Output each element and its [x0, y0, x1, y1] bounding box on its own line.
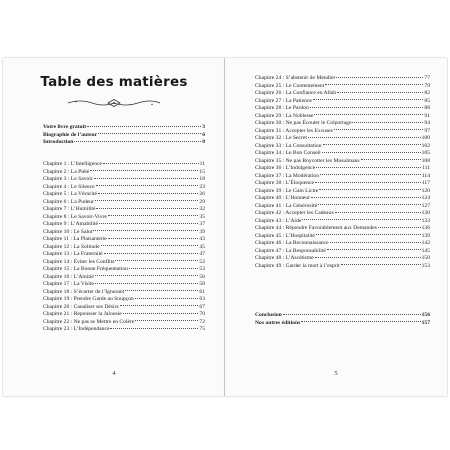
toc-entry-page: 26	[199, 191, 205, 197]
toc-entry-title: Chapitre 16 : L’Amitié	[43, 273, 94, 280]
toc-entry-page: 75	[199, 326, 205, 332]
toc-entry-page: 47	[199, 251, 205, 257]
toc-entry-title: Chapitre 46 : La Reconnaissance	[255, 240, 329, 246]
dot-leader	[325, 84, 423, 85]
toc-entry-title: Chapitre 39 : Le Gain Licite	[255, 187, 319, 194]
toc-entry-page: 100	[421, 135, 430, 141]
toc-entry	[43, 311, 205, 319]
toc-entry-page: 120	[421, 187, 430, 194]
dot-leader	[336, 77, 423, 78]
toc-entry-title: Chapitre 30 : Ne pas Écouter le Colportage	[255, 120, 352, 126]
toc-entry-page: 111	[422, 165, 430, 171]
dot-leader	[115, 260, 198, 261]
toc-entry-title: Chapitre 48 : L’Ascétisme	[255, 255, 314, 261]
dot-leader	[378, 227, 421, 228]
dot-leader	[94, 178, 199, 179]
toc-entry-title: Chapitre 25 : Le Contentement	[255, 82, 325, 89]
toc-entry	[255, 150, 430, 158]
dot-leader	[95, 283, 199, 284]
toc-entry-title: Chapitre 42 : Accepter les Cadeaux	[255, 210, 335, 216]
dot-leader	[110, 328, 198, 329]
toc-entry-title: Chapitre 23 : L’Indépendance	[43, 326, 110, 332]
toc-entry-page: 63	[199, 296, 205, 302]
toc-entry-title: Chapitre 7 : L’Humilité	[43, 206, 96, 212]
right-page	[225, 58, 447, 396]
toc-entry-page: 35	[199, 213, 205, 220]
toc-entry	[255, 312, 430, 320]
toc-entry-title: Conclusion	[255, 312, 282, 318]
dot-leader	[352, 122, 423, 123]
toc-entry-title: Chapitre 11 : La Plaisanterie	[43, 236, 107, 242]
toc-entry-title: Chapitre 4 : Le Silence	[43, 183, 95, 190]
toc-entry-page: 114	[421, 172, 430, 179]
toc-chapters-right	[255, 75, 430, 270]
toc-entry-title: Chapitre 45 : L’Hospitalité	[255, 232, 315, 239]
toc-entry-title: Chapitre 13 : La Fraternité	[43, 251, 103, 257]
toc-entry-page: 79	[424, 82, 430, 89]
toc-entry	[255, 218, 430, 226]
toc-entry-page: 105	[421, 150, 430, 156]
dot-leader	[311, 197, 421, 198]
dot-leader	[302, 219, 420, 220]
toc-entry	[255, 173, 430, 181]
dot-leader	[335, 212, 421, 213]
toc-entry-title: Chapitre 18 : S’écarter de l’Ignorant	[43, 288, 125, 295]
toc-entry-page: 145	[421, 247, 430, 254]
toc-entry	[255, 255, 430, 263]
toc-entry	[43, 191, 205, 199]
toc-entry	[255, 128, 430, 136]
toc-entry	[43, 169, 205, 177]
dot-leader	[135, 298, 199, 299]
left-page	[3, 58, 225, 396]
decorative-flourish-icon	[66, 98, 162, 108]
toc-entry-page: 56	[199, 273, 205, 280]
toc-entry	[43, 206, 205, 214]
toc-entry-page: 102	[421, 142, 430, 149]
dot-leader	[313, 99, 424, 100]
toc-entry	[255, 165, 430, 173]
dot-leader	[315, 257, 421, 258]
dot-leader	[283, 314, 421, 315]
dot-leader	[319, 189, 420, 190]
dot-leader	[129, 268, 198, 269]
toc-entry-title: Chapitre 5 : La Véracité	[43, 191, 97, 197]
toc-entry-title: Chapitre 27 : La Patience	[255, 97, 312, 104]
toc-entry	[255, 263, 430, 271]
toc-entry	[255, 240, 430, 248]
toc-entry-page: 43	[199, 236, 205, 242]
toc-entry-page: 32	[199, 206, 205, 212]
toc-entry-page: 15	[199, 168, 205, 175]
toc-entry	[255, 75, 430, 83]
dot-leader	[98, 133, 201, 134]
toc-entry	[43, 251, 205, 259]
toc-entry-title: Introduction	[43, 139, 74, 145]
toc-entry-title: Votre livre gratuit	[43, 124, 87, 130]
dot-leader	[103, 163, 199, 164]
toc-entry	[255, 180, 430, 188]
toc-entry	[43, 296, 205, 304]
toc-entry	[43, 161, 205, 169]
toc-entry-title: Chapitre 15 : La Bonne Fréquentation	[43, 266, 128, 272]
toc-entry-title: Chapitre 38 : L’Éloquence	[255, 180, 314, 186]
toc-back-matter	[255, 312, 430, 327]
toc-entry-page: 77	[424, 75, 430, 81]
toc-entry	[43, 281, 205, 289]
toc-entry-title: Chapitre 17 : La Visite	[43, 281, 94, 287]
toc-entry-title: Chapitre 41 : La Générosité	[255, 202, 318, 209]
toc-entry	[255, 120, 430, 128]
toc-entry-page: 70	[199, 311, 205, 317]
toc-entry-page: 72	[199, 318, 205, 325]
toc-entry-page: 124	[421, 195, 430, 201]
toc-entry-title: Chapitre 36 : L’Indulgence	[255, 165, 316, 171]
toc-entry-page: 108	[421, 157, 430, 164]
toc-entry-page: 88	[424, 105, 430, 111]
toc-entry-title: Chapitre 35 : Ne pas Boycotter les Musulmans	[255, 157, 360, 164]
toc-entry-title: Chapitre 21 : Repousser la Jalousie	[43, 311, 122, 317]
toc-entry-title: Chapitre 6 : La Pudeur	[43, 198, 94, 205]
dot-leader	[314, 114, 423, 115]
dot-leader	[323, 144, 421, 145]
toc-entry	[43, 304, 205, 312]
toc-entry-title: Chapitre 47 : La Responsabilité	[255, 247, 326, 254]
toc-entry-page: 157	[421, 319, 430, 326]
toc-entry-page: 130	[421, 210, 430, 216]
toc-chapters-left	[43, 161, 205, 334]
toc-entry	[43, 319, 205, 327]
toc-entry-title: Chapitre 28 : Le Pardon	[255, 105, 309, 111]
dot-leader	[101, 245, 199, 246]
dot-leader	[327, 249, 421, 250]
toc-entry	[43, 176, 205, 184]
toc-entry	[43, 139, 205, 147]
dot-leader	[99, 223, 198, 224]
toc-entry	[255, 98, 430, 106]
toc-entry-title: Chapitre 1 : L’Intelligence	[43, 161, 102, 167]
dot-leader	[361, 159, 421, 160]
toc-entry-title: Chapitre 49 : Garder la mort à l’esprit	[255, 262, 340, 269]
toc-entry-page: 18	[199, 176, 205, 182]
toc-entry-page: 150	[421, 255, 430, 261]
toc-entry-page: 153	[421, 262, 430, 269]
toc-entry-page: 67	[199, 303, 205, 310]
toc-entry	[255, 83, 430, 91]
toc-entry	[43, 132, 205, 140]
toc-entry-page: 39	[199, 228, 205, 235]
toc-entry-page: 94	[424, 120, 430, 126]
dot-leader	[108, 238, 199, 239]
dot-leader	[96, 208, 198, 209]
toc-entry-page: 53	[199, 266, 205, 272]
toc-entry-title: Chapitre 14 : Éviter les Conflits	[43, 258, 115, 265]
toc-entry	[255, 135, 430, 143]
toc-entry-title: Chapitre 9 : L’Amabilité	[43, 221, 98, 227]
toc-entry-title: Chapitre 32 : Le Secret	[255, 135, 307, 141]
dot-leader	[334, 129, 424, 130]
dot-leader	[330, 242, 421, 243]
toc-entry-title: Chapitre 22 : Ne pas se Mettre en Colère	[43, 318, 135, 325]
toc-entry-title: Chapitre 3 : Le Savoir	[43, 176, 93, 182]
toc-entry-page: 37	[199, 221, 205, 227]
toc-entry-title: Chapitre 12 : La Solitude	[43, 243, 100, 250]
toc-entry-title: Chapitre 8 : Le Savoir-Vivre	[43, 213, 107, 220]
toc-entry	[255, 143, 430, 151]
dot-leader	[123, 313, 199, 314]
toc-entry	[255, 320, 430, 328]
dot-leader	[90, 170, 198, 171]
toc-entry	[43, 244, 205, 252]
dot-leader	[120, 305, 199, 306]
toc-entry-title: Chapitre 34 : Le Bon Conseil	[255, 150, 321, 156]
page-number: 5	[334, 370, 338, 377]
dot-leader	[318, 204, 420, 205]
toc-entry-title: Chapitre 43 : L’Aide	[255, 217, 302, 224]
toc-entry-page: 45	[199, 243, 205, 250]
toc-entry-page: 142	[421, 240, 430, 246]
toc-entry	[43, 266, 205, 274]
toc-entry-page: 139	[421, 232, 430, 239]
toc-entry-page: 136	[421, 225, 430, 231]
toc-entry	[43, 221, 205, 229]
toc-entry-page: 11	[199, 161, 205, 167]
dot-leader	[308, 137, 421, 138]
dot-leader	[96, 185, 199, 186]
toc-entry	[255, 113, 430, 121]
dot-leader	[74, 141, 201, 142]
dot-leader	[95, 200, 198, 201]
dot-leader	[320, 174, 421, 175]
toc-entry-page: 3	[202, 124, 205, 130]
toc-entry-title: Chapitre 29 : La Noblesse	[255, 112, 314, 119]
toc-entry-page: 61	[199, 288, 205, 295]
toc-entry	[43, 184, 205, 192]
dot-leader	[316, 234, 421, 235]
toc-entry-page: 23	[199, 183, 205, 190]
dot-leader	[104, 253, 199, 254]
toc-entry	[43, 124, 205, 132]
toc-entry-page: 52	[199, 258, 205, 265]
toc-entry-page: 85	[424, 97, 430, 104]
dot-leader	[341, 264, 421, 265]
dot-leader	[315, 182, 421, 183]
toc-entry	[255, 233, 430, 241]
toc-entry-title: Chapitre 2 : La Piété	[43, 168, 90, 175]
toc-entry-page: 97	[424, 127, 430, 134]
toc-entry-page: 91	[424, 112, 430, 119]
toc-entry	[43, 289, 205, 297]
dot-leader	[316, 167, 421, 168]
toc-entry-title: Chapitre 40 : L’Honneur	[255, 195, 310, 201]
toc-entry	[43, 229, 205, 237]
toc-entry	[255, 225, 430, 233]
toc-entry-page: 156	[421, 312, 430, 318]
dot-leader	[98, 193, 198, 194]
toc-entry	[255, 203, 430, 211]
toc-entry	[255, 195, 430, 203]
toc-entry	[255, 248, 430, 256]
toc-entry	[255, 105, 430, 113]
dot-leader	[95, 275, 199, 276]
dot-leader	[87, 126, 201, 127]
toc-entry-title: Chapitre 24 : S’abstenir de Mendier	[255, 75, 336, 81]
toc-entry-title: Biographie de l’auteur	[43, 131, 98, 138]
toc-entry	[43, 326, 205, 334]
page-number: 4	[112, 370, 116, 377]
toc-entry-page: 58	[199, 281, 205, 287]
toc-entry-title: Chapitre 33 : La Consultation	[255, 142, 322, 149]
toc-front-matter	[43, 124, 205, 147]
toc-entry-title: Nos autres éditions	[255, 319, 301, 326]
toc-entry	[43, 236, 205, 244]
toc-entry-page: 133	[421, 217, 430, 224]
dot-leader	[93, 230, 198, 231]
dot-leader	[310, 107, 424, 108]
toc-entry	[255, 210, 430, 218]
dot-leader	[337, 92, 423, 93]
toc-entry-page: 6	[202, 131, 205, 138]
toc-entry	[255, 90, 430, 98]
toc-entry-title: Chapitre 26 : La Confiance en Allah	[255, 90, 337, 96]
toc-entry	[43, 199, 205, 207]
toc-entry-page: 8	[202, 139, 205, 145]
toc-entry-title: Chapitre 20 : Canaliser ses Désirs	[43, 303, 119, 310]
toc-entry-title: Chapitre 44 : Répondre Favorablement aux Demandes	[255, 225, 377, 231]
toc-entry-page: 127	[421, 202, 430, 209]
toc-entry-title: Chapitre 37 : La Modération	[255, 172, 320, 179]
dot-leader	[135, 320, 198, 321]
toc-entry-page: 117	[421, 180, 430, 186]
toc-entry	[255, 158, 430, 166]
page-title: Table des matières	[40, 74, 188, 90]
toc-entry-title: Chapitre 19 : Prendre Garde au Soupçon	[43, 296, 134, 302]
toc-entry-title: Chapitre 31 : Accepter les Excuses	[255, 127, 333, 134]
dot-leader	[108, 215, 199, 216]
dot-leader	[125, 290, 198, 291]
toc-entry-title: Chapitre 10 : Le Salut	[43, 228, 93, 235]
toc-entry	[43, 214, 205, 222]
toc-entry-page: 82	[424, 90, 430, 96]
toc-entry	[43, 274, 205, 282]
toc-entry-page: 29	[199, 198, 205, 205]
dot-leader	[322, 152, 421, 153]
toc-entry	[43, 259, 205, 267]
dot-leader	[301, 321, 420, 322]
toc-entry	[255, 188, 430, 196]
